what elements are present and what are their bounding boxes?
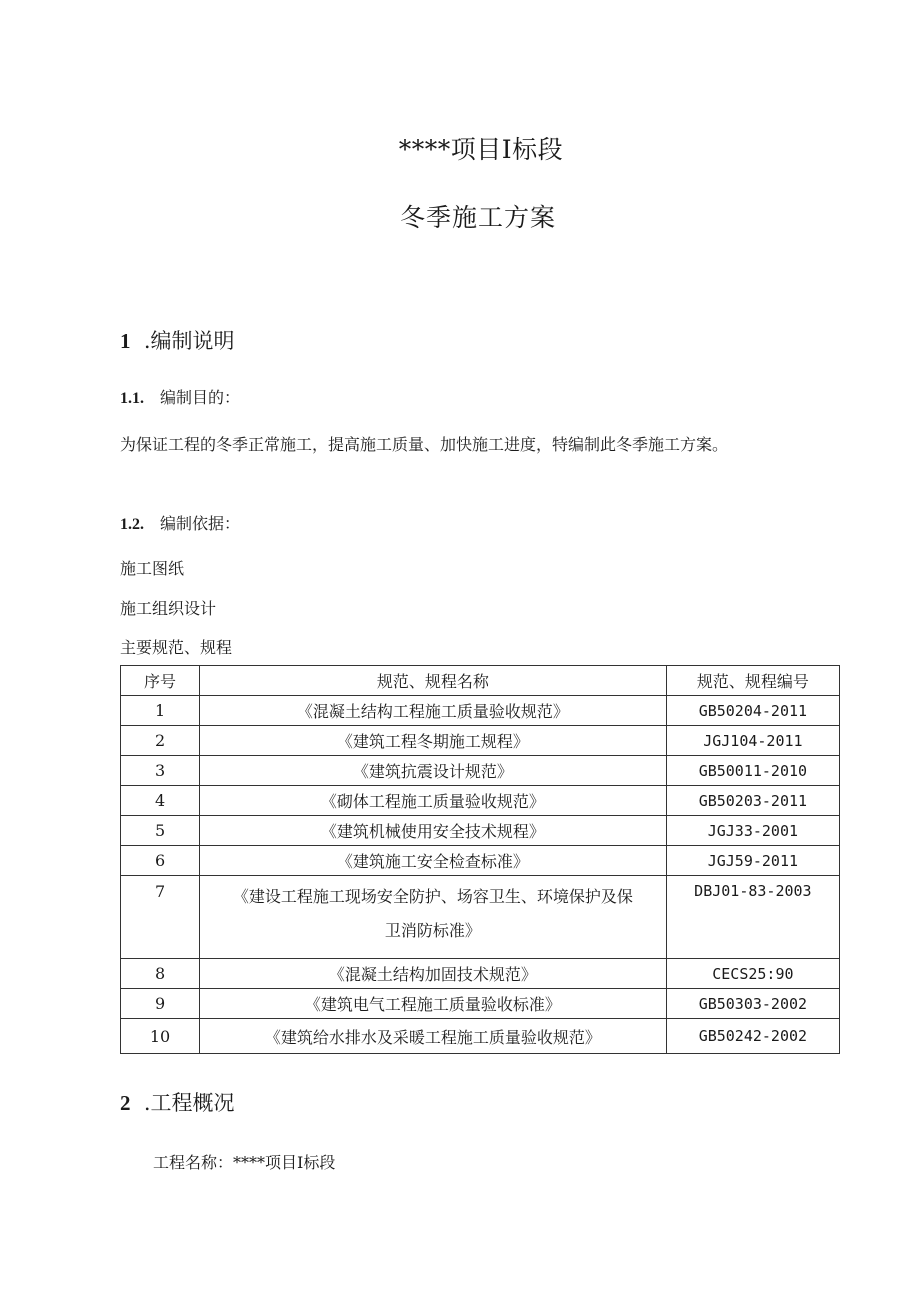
row-name: 《建筑工程冬期施工规程》 (200, 726, 667, 756)
header-name: 规范、规程名称 (200, 666, 667, 696)
section-1-2-heading (120, 511, 240, 534)
table-row (121, 756, 840, 786)
row-code: GB50303-2002 (666, 989, 839, 1019)
table-header-row (121, 666, 840, 696)
table-row (121, 726, 840, 756)
section-2-heading (120, 1087, 235, 1117)
section-1-2-number: 1.2. (120, 516, 144, 533)
row-name: 《建筑电气工程施工质量验收标准》 (200, 989, 667, 1019)
row-no: 2 (121, 726, 200, 756)
row-no: 4 (121, 786, 200, 816)
table-row (121, 1019, 840, 1054)
row-no: 5 (121, 816, 200, 846)
document-subtitle: 冬季施工方案 (399, 203, 556, 232)
header-code: 规范、规程编号 (666, 666, 839, 696)
row-name: 《建筑给水排水及采暖工程施工质量验收规范》 (200, 1019, 667, 1054)
table-row (121, 846, 840, 876)
row-no: 7 (121, 876, 200, 959)
project-name-line (153, 1150, 335, 1173)
row-name-line: 《建设工程施工现场安全防护、场容卫生、环境保护及保 (232, 887, 633, 906)
row-no: 10 (121, 1019, 200, 1054)
row-name: 《混凝土结构工程施工质量验收规范》 (200, 696, 667, 726)
row-code: JGJ104-2011 (666, 726, 839, 756)
row-code: GB50011-2010 (666, 756, 839, 786)
section-1-2-title: 编制依据： (160, 514, 241, 533)
section-2-number: 2 (120, 1091, 131, 1115)
row-no: 1 (121, 696, 200, 726)
section-1-1-title: 编制目的： (160, 388, 241, 407)
row-name: 《建筑施工安全检查标准》 (200, 846, 667, 876)
section-1-1-number: 1.1. (120, 390, 144, 407)
section-1-title: .编制说明 (143, 329, 235, 353)
table-row (121, 696, 840, 726)
row-no: 8 (121, 959, 200, 989)
document-title: ****项目I标段 (398, 135, 564, 164)
basis-item: 主要规范、规程 (120, 638, 233, 657)
section-1-1-heading (120, 385, 240, 408)
row-name: 《混凝土结构加固技术规范》 (200, 959, 667, 989)
basis-item: 施工图纸 (120, 559, 185, 578)
row-code: GB50204-2011 (666, 696, 839, 726)
table-row (121, 786, 840, 816)
row-no: 3 (121, 756, 200, 786)
table-row (121, 876, 840, 959)
standards-table (120, 665, 840, 1054)
row-no: 6 (121, 846, 200, 876)
table-row (121, 989, 840, 1019)
row-code: GB50242-2002 (666, 1019, 839, 1054)
row-code: DBJ01-83-2003 (666, 876, 839, 959)
table-row (121, 959, 840, 989)
header-no: 序号 (121, 666, 200, 696)
row-code: JGJ33-2001 (666, 816, 839, 846)
section-1-heading (120, 325, 235, 355)
row-code: GB50203-2011 (666, 786, 839, 816)
basis-item: 施工组织设计 (120, 599, 217, 618)
project-name-label: 工程名称： (153, 1153, 234, 1172)
row-name: 《建筑抗震设计规范》 (200, 756, 667, 786)
row-name (200, 876, 667, 959)
section-1-number: 1 (120, 329, 131, 353)
row-name: 《砌体工程施工质量验收规范》 (200, 786, 667, 816)
row-code: CECS25:90 (666, 959, 839, 989)
table-row (121, 816, 840, 846)
row-no: 9 (121, 989, 200, 1019)
section-2-title: .工程概况 (143, 1091, 235, 1115)
row-name-line: 卫消防标准》 (384, 921, 481, 940)
purpose-paragraph: 为保证工程的冬季正常施工，提高施工质量、加快施工进度，特编制此冬季施工方案。 (120, 435, 729, 454)
row-code: JGJ59-2011 (666, 846, 839, 876)
row-name: 《建筑机械使用安全技术规程》 (200, 816, 667, 846)
project-name-value: ****项目Ⅰ标段 (233, 1153, 336, 1172)
